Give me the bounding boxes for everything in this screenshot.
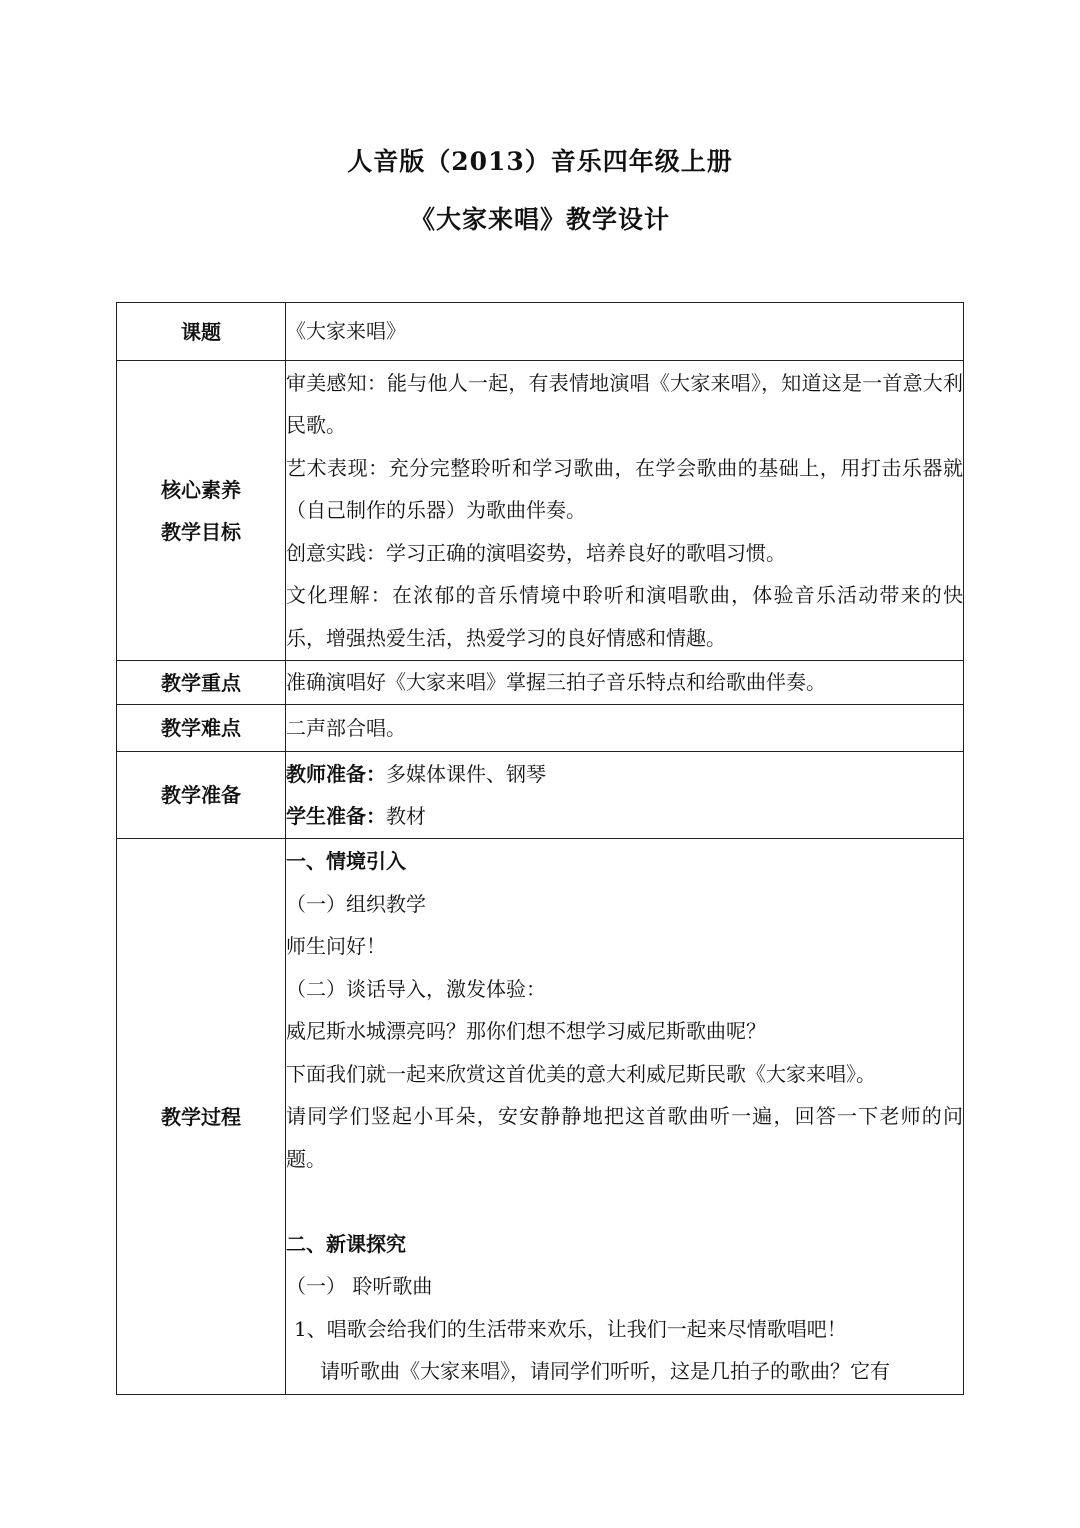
teacher-preparation [286, 753, 963, 796]
difficulties-label: 教学难点 [117, 705, 286, 752]
difficulties-value: 二声部合唱。 [286, 705, 964, 752]
table-row-objectives [117, 361, 964, 661]
topic-value: 《大家来唱》 [286, 303, 964, 361]
objective-expression: 艺术表现：充分完整聆听和学习歌曲，在学会歌曲的基础上，用打击乐器就（自己制作的乐器）为歌曲伴奏。 [286, 455, 963, 523]
objective-culture: 文化理解：在浓郁的音乐情境中聆听和演唱歌曲，体验音乐活动带来的快乐，增强热爱生活，热爱学习的良好情感和情趣。 [286, 583, 963, 650]
objectives-content [286, 361, 964, 661]
objectives-label-line1: 核心素养 [161, 477, 241, 502]
process-sub3: （一） 聆听歌曲 [286, 1274, 433, 1299]
process-line3: 下面我们就一起来欣赏这首优美的意大利威尼斯民歌《大家来唱》。 [286, 1061, 876, 1086]
process-sub2: （二）谈话导入，激发体验： [286, 976, 546, 1001]
preparation-content [286, 752, 964, 839]
lesson-plan-table [116, 302, 964, 1395]
table-row-process [117, 839, 964, 1395]
key-points-label: 教学重点 [117, 661, 286, 705]
table-row-preparation [117, 752, 964, 839]
student-preparation-value: 教材 [386, 804, 426, 828]
process-line2: 威尼斯水城漂亮吗？那你们想不想学习威尼斯歌曲呢？ [286, 1019, 766, 1044]
document-subtitle: 《大家来唱》教学设计 [409, 205, 670, 234]
process-content [286, 839, 964, 1395]
process-spacer [286, 1180, 963, 1223]
process-section2-title: 二、新课探究 [286, 1231, 406, 1256]
document-title: 人音版（2013）音乐四年级上册 [347, 147, 733, 176]
objective-aesthetic: 审美感知：能与他人一起，有表情地演唱《大家来唱》，知道这是一首意大利民歌。 [286, 370, 963, 438]
process-sub1: （一）组织教学 [286, 891, 426, 916]
teacher-preparation-value: 多媒体课件、钢琴 [386, 761, 546, 786]
objectives-label [117, 361, 286, 661]
process-line6: 请听歌曲《大家来唱》，请同学们听听，这是几拍子的歌曲？它有 [320, 1359, 890, 1384]
process-label: 教学过程 [117, 839, 286, 1395]
objectives-label-line2: 教学目标 [161, 519, 241, 544]
process-section1-title: 一、情境引入 [286, 849, 406, 874]
process-line5: 1、唱歌会给我们的生活带来欢乐，让我们一起来尽情歌唱吧！ [294, 1316, 847, 1341]
process-line4: 请同学们竖起小耳朵，安安静静地把这首歌曲听一遍，回答一下老师的问题。 [286, 1104, 963, 1171]
student-preparation [286, 795, 963, 838]
topic-label: 课题 [117, 303, 286, 361]
teacher-preparation-label: 教师准备： [286, 761, 386, 786]
table-row-key-points [117, 661, 964, 705]
process-line1: 师生问好！ [286, 934, 386, 959]
objective-practice: 创意实践：学习正确的演唱姿势，培养良好的歌唱习惯。 [286, 540, 786, 565]
preparation-label: 教学准备 [117, 752, 286, 839]
student-preparation-label: 学生准备： [286, 804, 386, 828]
table-row-topic [117, 303, 964, 361]
table-row-difficulties [117, 705, 964, 752]
key-points-value: 准确演唱好《大家来唱》掌握三拍子音乐特点和给歌曲伴奏。 [286, 661, 964, 705]
